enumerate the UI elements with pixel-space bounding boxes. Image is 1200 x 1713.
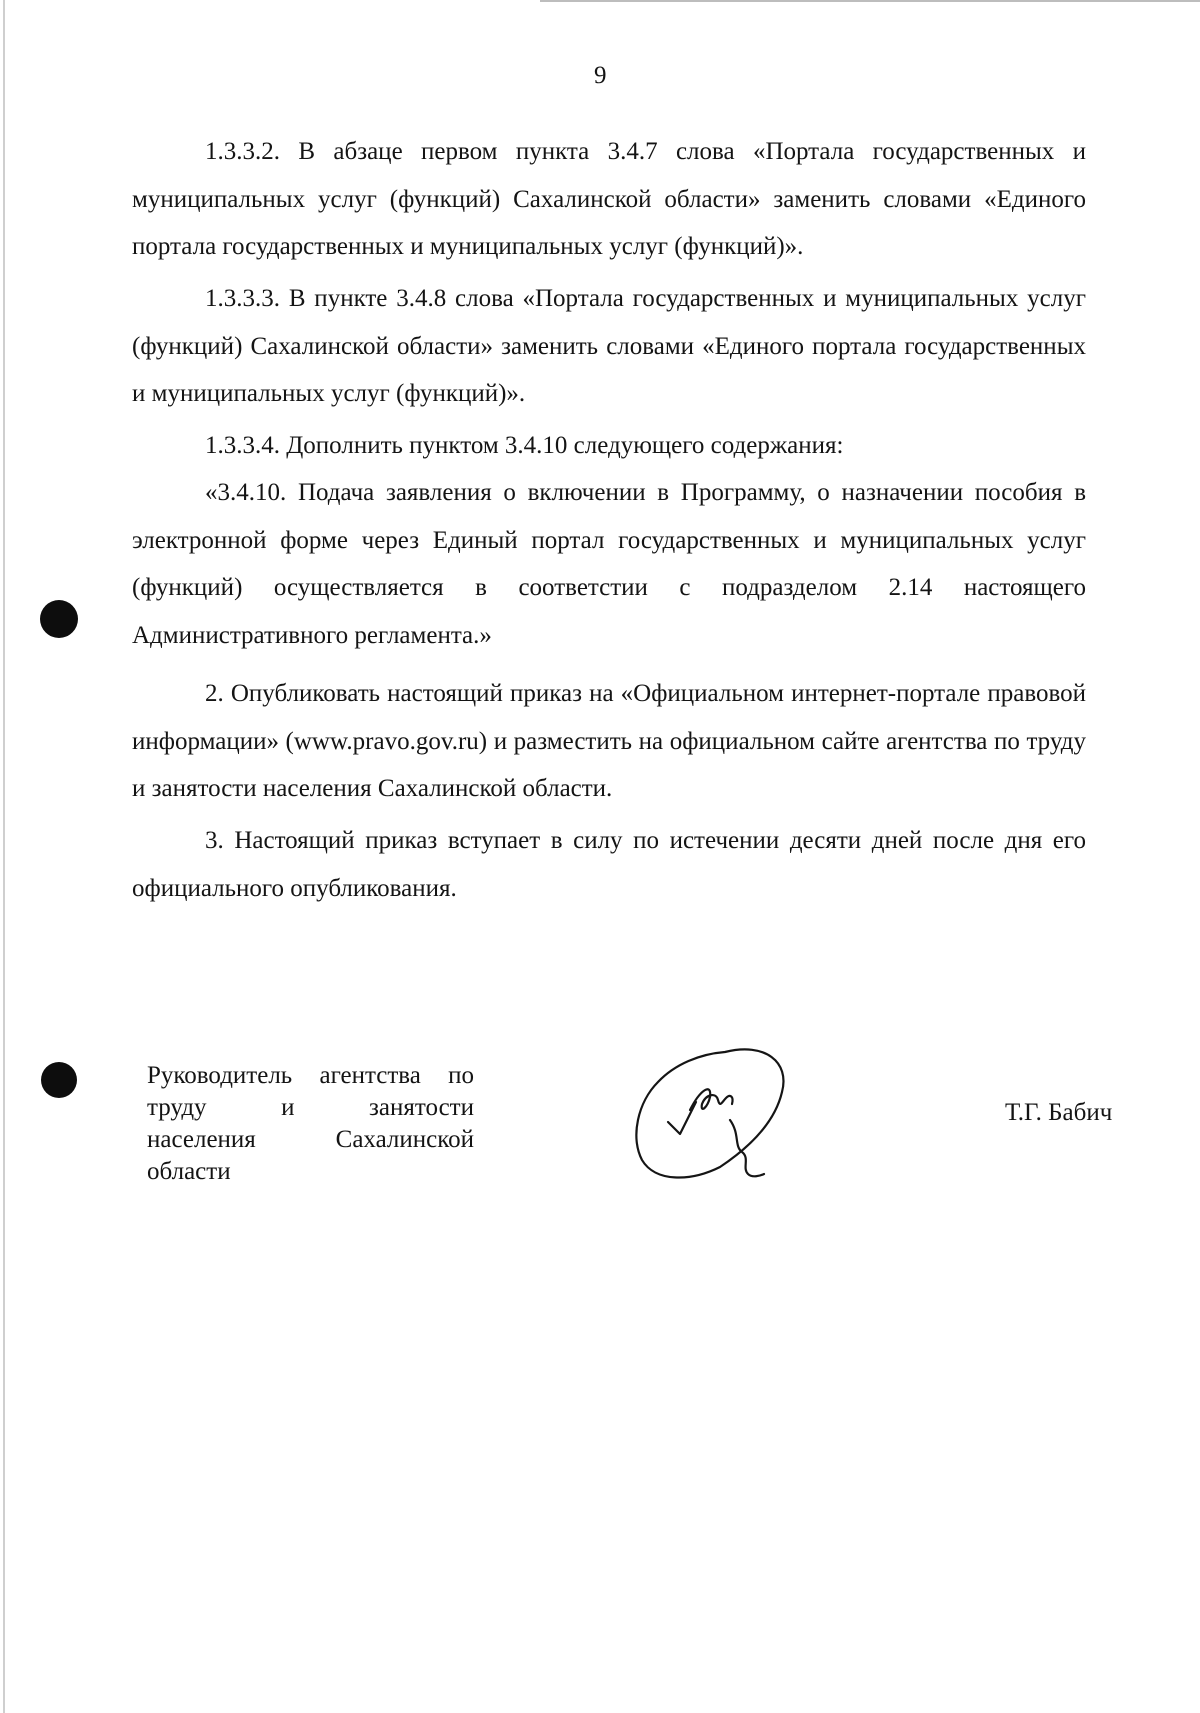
punch-hole-top — [40, 600, 78, 638]
paragraph-1-3-3-4: 1.3.3.4. Дополнить пунктом 3.4.10 следующего содержания: — [205, 432, 844, 459]
handwritten-signature — [630, 1042, 810, 1192]
paragraph-3: 3. Настоящий приказ вступает в силу по истечении десяти дней после дня его официального опубликования. — [132, 827, 1086, 902]
position-line: Руководитель агентства по — [147, 1062, 474, 1089]
signatory-name: Т.Г. Бабич — [1005, 1099, 1113, 1126]
paragraph-1-3-3-3: 1.3.3.3. В пункте 3.4.8 слова «Портала государственных и муниципальных услуг (функций) Сахалинской области» заменить словами «Единого портала государственных и муниципальных услуг (функций)». — [132, 285, 1086, 407]
signatory-position — [147, 1060, 474, 1188]
page-number: 9 — [594, 62, 607, 89]
position-line: труду и занятости — [147, 1094, 474, 1121]
punch-hole-bottom — [41, 1062, 77, 1098]
paragraph-3-4-10: «3.4.10. Подача заявления о включении в Программу, о назначении пособия в электронной форме через Единый портал государственных и муниципальных услуг (функций) осуществляется в соответстии с подразделом 2.14 настоящего Административного регламента.» — [132, 479, 1086, 649]
position-line: области — [147, 1158, 231, 1185]
position-line: населения Сахалинской — [147, 1126, 474, 1153]
paragraph-2: 2. Опубликовать настоящий приказ на «Официальном интернет-портале правовой информации» (www.pravo.gov.ru) и разместить на официальном сайте агентства по труду и занятости населения Сахалинской области. — [132, 680, 1086, 802]
scan-edge-left — [3, 0, 5, 1713]
scan-edge-top — [540, 0, 1200, 2]
paragraph-1-3-3-2: 1.3.3.2. В абзаце первом пункта 3.4.7 слова «Портала государственных и муниципальных услуг (функций) Сахалинской области» заменить словами «Единого портала государственных и муниципальных услуг (функций)». — [132, 138, 1086, 260]
